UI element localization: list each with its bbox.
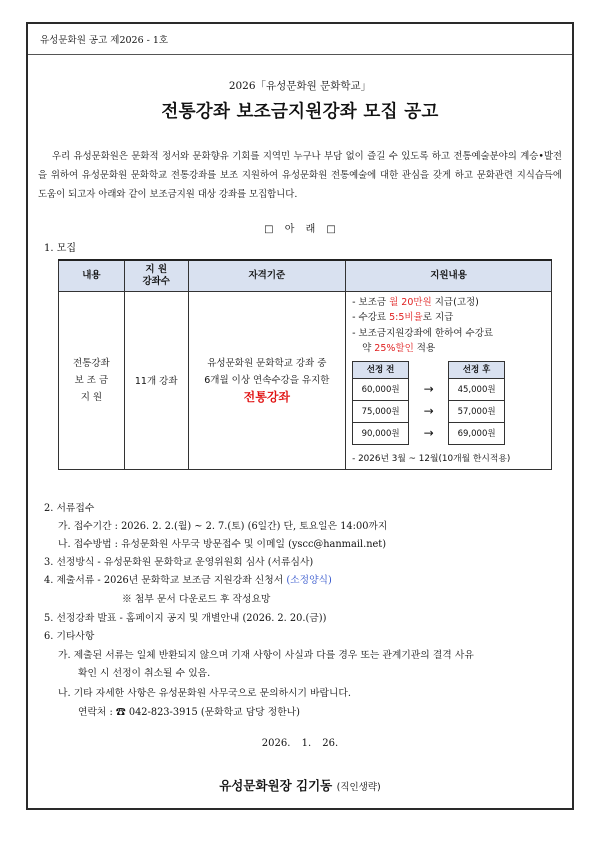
arrow-right-icon: → (423, 404, 434, 418)
etc-item-a: 가. 제출된 서류는 일체 반환되지 않으며 기재 사항이 사실과 다를 경우 또는 관계기관의 결격 사유 (58, 650, 474, 661)
section-etc-heading: 6. 기타사항 (44, 631, 95, 642)
arrow-right-icon: → (423, 426, 434, 440)
content-line2: 보 조 금 (74, 374, 109, 386)
signer (28, 776, 572, 794)
content-line1: 전통강좌 (73, 357, 110, 369)
section-documents: 4. 제출서류 - 2026년 문화학교 보조금 지원강좌 신청서 (소정양식) (44, 575, 332, 586)
notice-title: 전통강좌 보조금지원강좌 모집 공고 (161, 102, 439, 122)
notice-frame (26, 22, 574, 810)
recruit-table (58, 259, 552, 470)
fee-before: 75,000원 (353, 400, 409, 422)
cell-support (346, 291, 552, 469)
table-row (353, 400, 505, 422)
form-link[interactable]: (소정양식) (286, 575, 332, 586)
notice-number: 유성문화원 공고 제2026 - 1호 (40, 35, 169, 46)
support-bullet-2: - 수강료 5:5비율로 지급 (352, 312, 454, 323)
qual-line1: 유성문화원 문화학교 강좌 중 (207, 357, 327, 369)
header-divider (28, 54, 572, 55)
cell-qualification (188, 291, 345, 469)
header-content: 내용 (59, 260, 125, 291)
notice-subtitle: 2026「유성문화원 문화학교」 (228, 80, 372, 92)
header-support: 지원내용 (346, 260, 552, 291)
header-count-line1: 지 원 (145, 263, 168, 275)
notice-date: 2026. 1. 26. (261, 738, 339, 749)
section-receipt-heading: 2. 서류접수 (44, 503, 95, 514)
cell-count: 11개 강좌 (124, 291, 188, 469)
table-row (353, 422, 505, 444)
support-bullet-1: - 보조금 월 20만원 지급(고정) (352, 296, 479, 308)
table-row (59, 291, 552, 469)
support-bullet-3: - 보조금지원강좌에 한하여 수강료 (352, 327, 494, 339)
section-selection-method: 3. 선정방식 - 유성문화원 문화학교 운영위원회 심사 (서류심사) (44, 557, 314, 568)
below-marker: □ 아 래 □ (264, 224, 336, 235)
fee-comparison-table (352, 361, 505, 445)
header-qualification: 자격기준 (188, 260, 345, 291)
header-count (124, 260, 188, 291)
intro-paragraph: 우리 유성문화원은 문화적 정서와 문화향유 기회를 지역민 누구나 부담 없이 즐길 수 있도록 하고 전통예술분야의 계승•발전을 위하여 유성문화원 문화학교 전통강좌를 보조 지원하여 유성문화원 전통예술에 대한 관심을 갖게 하고 문화관련 지식습득에 도움이 되고자 아래와 같이 보조금지원 대상 강좌를 모집합니다. (38, 151, 562, 200)
receipt-method: 나. 접수방법 : 유성문화원 사무국 방문접수 및 이메일 (yscc@hanmail.net) (58, 539, 387, 550)
qual-highlight: 전통강좌 (243, 389, 291, 404)
signer-name: 유성문화원장 김기동 (219, 778, 333, 793)
table-row (353, 378, 505, 400)
cell-content (59, 291, 125, 469)
fee-after: 57,000원 (449, 400, 505, 422)
fee-after: 45,000원 (449, 378, 505, 400)
receipt-period: 가. 접수기간 : 2026. 2. 2.(월) ~ 2. 7.(토) (6일간) 단, 토요일은 14:00까지 (58, 521, 388, 532)
header-count-line2: 강좌수 (142, 275, 170, 287)
mini-header-after: 선정 후 (449, 361, 505, 378)
signer-seal: (직인생략) (336, 782, 381, 793)
qual-line2: 6개월 이상 연속수강을 유지한 (204, 374, 330, 386)
fee-after: 69,000원 (449, 422, 505, 444)
section-recruit-heading: 1. 모집 (44, 243, 77, 254)
recruit-table-header (59, 260, 552, 291)
mini-header-before: 선정 전 (353, 361, 409, 378)
fee-before: 60,000원 (353, 378, 409, 400)
section-announcement: 5. 선정강좌 발표 - 홈페이지 공지 및 개별안내 (2026. 2. 20.(금)) (44, 613, 327, 624)
support-bullet-3-cont: 약 25%할인 적용 (362, 343, 436, 354)
fee-before: 90,000원 (353, 422, 409, 444)
support-period: - 2026년 3월 ~ 12월(10개월 한시적용) (352, 453, 511, 464)
etc-item-a-cont: 확인 시 선정이 취소될 수 있음. (78, 668, 211, 679)
documents-note: ※ 첨부 문서 다운로드 후 작성요망 (122, 594, 271, 605)
contact-line: 연락처 : ☎ 042-823-3915 (문화학교 담당 정한나) (78, 707, 300, 718)
etc-item-b: 나. 기타 자세한 사항은 유성문화원 사무국으로 문의하시기 바랍니다. (58, 688, 352, 699)
arrow-right-icon: → (423, 382, 434, 396)
content-line3: 지 원 (80, 391, 103, 403)
